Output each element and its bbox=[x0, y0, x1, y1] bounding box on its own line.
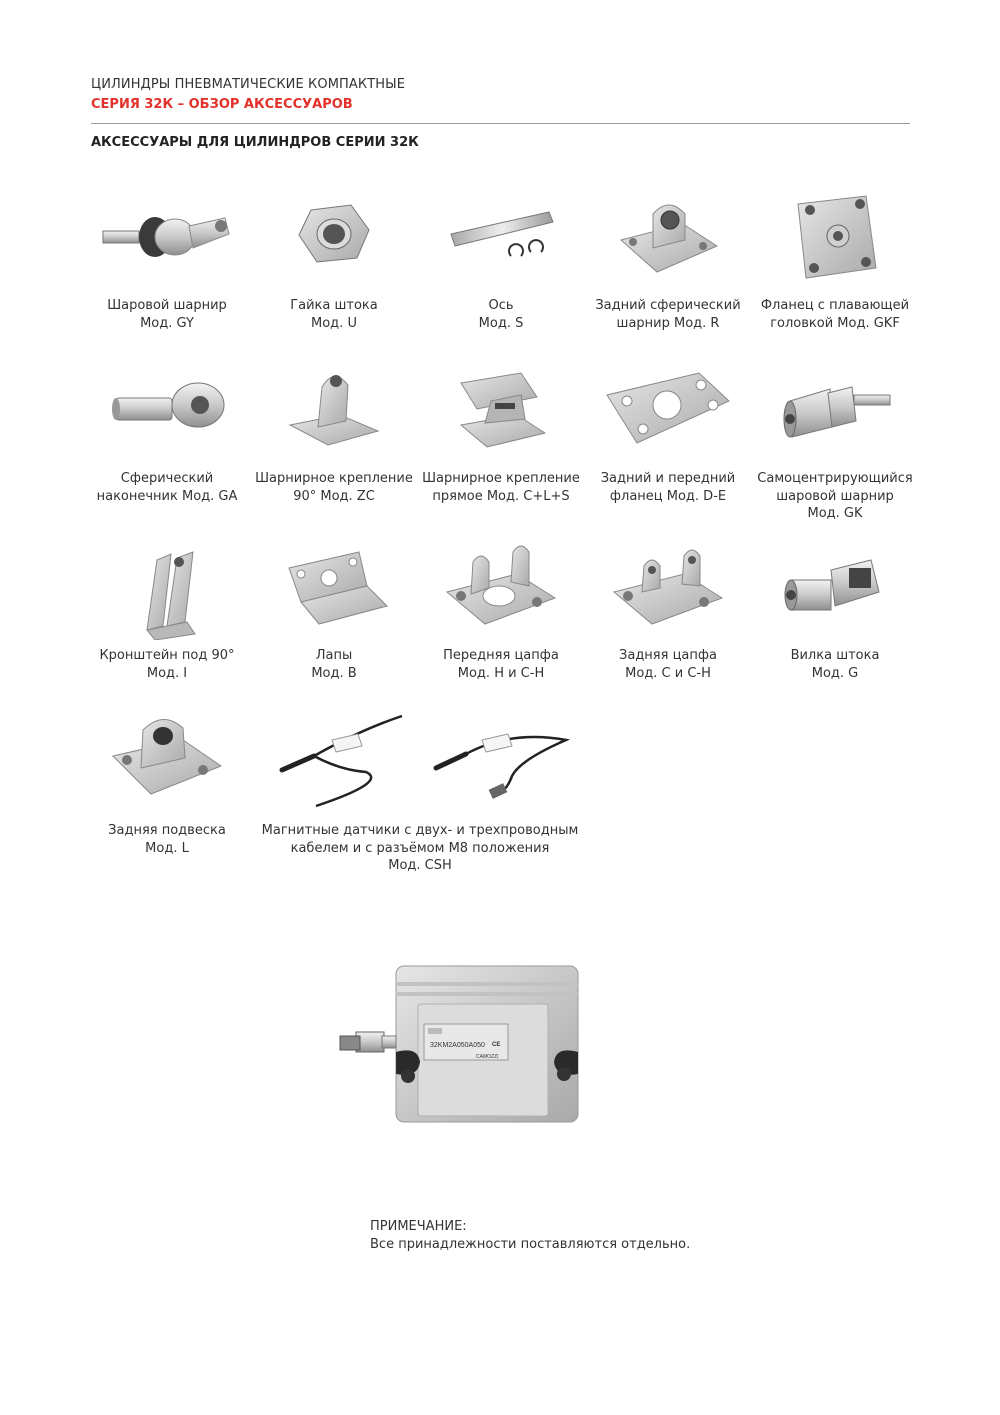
item-label-14: Задняя цапфа Мод. C и C-H bbox=[619, 648, 717, 681]
item-label-16: Задняя подвеска Мод. L bbox=[108, 823, 226, 856]
front-clevis-icon bbox=[441, 540, 561, 635]
section-title: АКСЕССУАРЫ ДЛЯ ЦИЛИНДРОВ СЕРИИ 32К bbox=[91, 135, 419, 150]
self-centering-joint-icon bbox=[770, 365, 900, 455]
rear-clevis-icon bbox=[608, 540, 728, 635]
item-label-11: Кронштейн под 90° Мод. I bbox=[99, 648, 235, 681]
item-rear-clevis bbox=[585, 540, 751, 635]
rear-spherical-hinge-icon bbox=[613, 190, 723, 285]
rod-end-icon bbox=[102, 365, 232, 455]
rod-nut-icon bbox=[289, 190, 379, 280]
note-title: ПРИМЕЧАНИЕ: bbox=[370, 1219, 467, 1234]
item-label-4: Задний сферический шарнир Мод. R bbox=[595, 298, 741, 331]
item-rear-mount bbox=[84, 710, 250, 810]
ball-joint-icon bbox=[97, 190, 237, 280]
header-divider bbox=[91, 123, 910, 124]
item-self-centering-joint bbox=[752, 365, 918, 455]
header-line2: СЕРИЯ 32К – ОБЗОР АКСЕССУАРОВ bbox=[91, 97, 353, 112]
item-rod-clevis bbox=[752, 540, 918, 635]
cylinder-brand-label: CAMOZZI bbox=[476, 1054, 499, 1060]
hinge-straight-icon bbox=[451, 365, 551, 455]
item-ball-joint bbox=[84, 190, 250, 280]
item-label-17: Магнитные датчики с двух- и трехпроводным кабелем и с разъёмом M8 положения Мод. CSH bbox=[261, 823, 579, 873]
item-label-1: Шаровой шарнир Мод. GY bbox=[107, 298, 227, 331]
item-rear-spherical-hinge bbox=[585, 190, 751, 285]
item-label-5: Фланец с плавающей головкой Мод. GKF bbox=[760, 298, 910, 331]
item-label-7: Шарнирное крепление 90° Мод. ZC bbox=[255, 471, 413, 504]
item-hinge-90 bbox=[251, 365, 417, 455]
note-text: Все принадлежности поставляются отдельно. bbox=[370, 1236, 691, 1252]
item-label-15: Вилка штока Мод. G bbox=[790, 648, 880, 681]
item-label-3: Ось Мод. S bbox=[478, 298, 524, 331]
pin-icon bbox=[441, 190, 561, 280]
rod-clevis-icon bbox=[775, 540, 895, 635]
hinge-90-icon bbox=[284, 365, 384, 455]
magnetic-sensor-icon bbox=[270, 710, 570, 815]
item-bracket-90 bbox=[84, 540, 250, 640]
item-front-clevis bbox=[418, 540, 584, 635]
item-label-12: Лапы Мод. B bbox=[311, 648, 357, 681]
bracket-90-icon bbox=[117, 540, 217, 640]
cylinder-code-label: 32KM2A050A050 bbox=[430, 1042, 485, 1049]
header-line1: ЦИЛИНДРЫ ПНЕВМАТИЧЕСКИЕ КОМПАКТНЫЕ bbox=[91, 77, 406, 92]
floating-flange-icon bbox=[790, 190, 880, 285]
feet-icon bbox=[279, 540, 389, 635]
item-pin bbox=[418, 190, 584, 280]
item-floating-flange bbox=[752, 190, 918, 285]
item-label-6: Сферический наконечник Мод. GA bbox=[96, 471, 238, 504]
item-label-2: Гайка штока Мод. U bbox=[290, 298, 378, 331]
item-label-8: Шарнирное крепление прямое Мод. C+L+S bbox=[422, 471, 580, 504]
rear-mount-icon bbox=[107, 710, 227, 810]
item-label-9: Задний и передний фланец Мод. D-E bbox=[600, 471, 736, 504]
item-magnetic-sensor bbox=[270, 710, 570, 815]
item-flange bbox=[585, 365, 751, 455]
item-feet bbox=[251, 540, 417, 635]
item-rod-end bbox=[84, 365, 250, 455]
cylinder-ce-mark: CE bbox=[492, 1042, 501, 1048]
cylinder-product-image bbox=[336, 962, 586, 1127]
item-hinge-straight bbox=[418, 365, 584, 455]
note bbox=[370, 1218, 690, 1253]
item-rod-nut bbox=[251, 190, 417, 280]
item-label-10: Самоцентрирующийся шаровой шарнир Мод. GK bbox=[757, 471, 913, 521]
flange-icon bbox=[603, 365, 733, 455]
item-label-13: Передняя цапфа Мод. H и C-H bbox=[443, 648, 559, 681]
